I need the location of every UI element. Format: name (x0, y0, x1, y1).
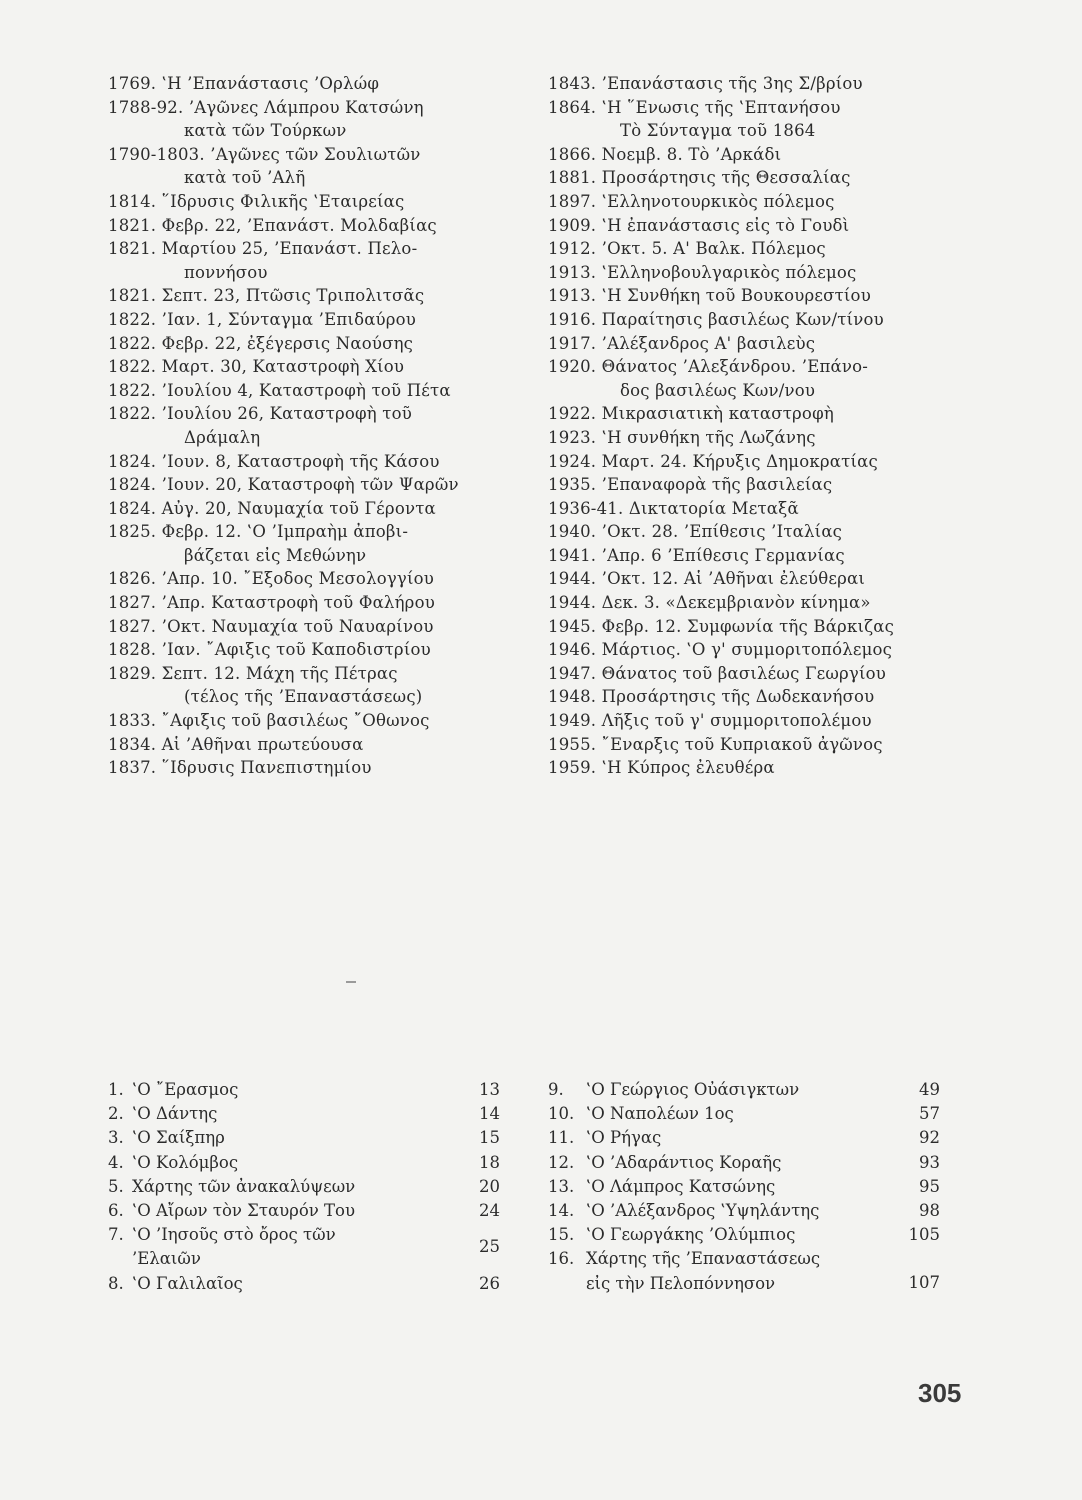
illustration-title (132, 1272, 243, 1296)
illustration-number: 9. (548, 1080, 564, 1099)
timeline-entry (548, 237, 958, 261)
timeline-entry (108, 733, 518, 757)
timeline-entry-continuation: κατὰ τοῦ ’Αλῆ (184, 168, 306, 188)
timeline-entry-text: 1935. ’Επαναφορὰ τῆς βασιλείας (548, 475, 833, 495)
timeline-entry (108, 190, 518, 214)
timeline-entry-text: 1920. Θάνατος ’Αλεξάνδρου. ’Επάνο- (548, 357, 869, 377)
illustration-title-line: ‛Ο Γεώργιος Οὐάσιγκτων (586, 1080, 800, 1099)
illustration-title (132, 1126, 225, 1150)
timeline-entry-text: 1866. Νοεμβ. 8. Τὸ ’Αρκάδι (548, 144, 782, 164)
timeline-entry (108, 638, 518, 662)
illustration-page: 107 (908, 1273, 940, 1293)
illustration-title (132, 1102, 217, 1126)
illustration-title (586, 1151, 781, 1175)
illustration-title-line: ‛Ο ’Αδαράντιος Κοραῆς (586, 1152, 782, 1172)
timeline-entry-text: 1945. Φεβρ. 12. Συμφωνία τῆς Βάρκιζας (548, 616, 895, 636)
timeline-entry-text: 1946. Μάρτιος. ‛Ο γ' συμμοριτοπόλεμος (548, 640, 893, 660)
timeline-entry-text: 1824. ’Ιουν. 8, Καταστροφὴ τῆς Κάσου (108, 451, 440, 471)
timeline-entry (548, 308, 958, 332)
timeline-entry-text: 1837. ῞Ιδρυσις Πανεπιστημίου (108, 758, 372, 778)
timeline-entry-continuation: ποννήσου (184, 262, 268, 282)
illustration-item (108, 1199, 500, 1223)
illustration-number: 6. (108, 1200, 124, 1220)
illustration-title (586, 1247, 820, 1295)
timeline-entry (548, 709, 958, 733)
timeline-entry-continuation: δος βασιλέως Κων/νου (620, 380, 816, 400)
timeline-entry-text: 1922. Μικρασιατικὴ καταστροφὴ (548, 404, 834, 424)
illustration-item (548, 1078, 940, 1102)
timeline-entry-continuation: Τὸ Σύνταγμα τοῦ 1864 (620, 121, 816, 141)
timeline-entry-text: 1829. Σεπτ. 12. Μάχη τῆς Πέτρας (108, 663, 398, 683)
timeline-entry-continuation: κατὰ τῶν Τούρκων (184, 121, 347, 141)
illustration-item (108, 1175, 500, 1199)
illustration-number: 1. (108, 1080, 124, 1099)
illustration-title-line: Χάρτης τῶν ἀνακαλύψεων (132, 1176, 356, 1196)
timeline-right-column (548, 72, 958, 780)
timeline-entry-text: 1833. ῎Αφιξις τοῦ βασιλέως ῎Οθωνος (108, 711, 430, 731)
illustration-number: 16. (548, 1249, 575, 1269)
illustration-title (132, 1199, 355, 1223)
timeline-entry-text: 1821. Σεπτ. 23, Πτῶσις Τριπολιτσᾶς (108, 286, 425, 306)
illustration-title-line: ’Ελαιῶν (132, 1249, 201, 1269)
timeline-entry-text: 1827. ’Απρ. Καταστροφὴ τοῦ Φαλήρου (108, 593, 435, 613)
timeline-entry (548, 402, 958, 426)
timeline-entry (108, 591, 518, 615)
timeline-entry (548, 143, 958, 167)
timeline-entry-text: 1909. ‛Η ἐπανάστασις εἰς τὸ Γουδὶ (548, 215, 850, 235)
illustration-number: 15. (548, 1225, 575, 1245)
timeline-entry (548, 190, 958, 214)
illustration-page: 20 (479, 1176, 500, 1196)
timeline-entry (108, 72, 518, 96)
timeline-entry-text: 1959. ‛Η Κύπρος ἐλευθέρα (548, 758, 775, 778)
timeline-entry (108, 402, 518, 449)
timeline-entry (548, 214, 958, 238)
timeline-entry-text: 1824. ’Ιουν. 20, Καταστροφὴ τῶν Ψαρῶν (108, 475, 459, 495)
timeline-entry-text: 1822. ’Ιουλίου 26, Καταστροφὴ τοῦ (108, 404, 412, 424)
timeline-entry (548, 166, 958, 190)
illustrations-list-left (108, 1078, 500, 1296)
illustration-title-line: ‛Ο ’Αλέξανδρος ‛Υψηλάντης (586, 1200, 820, 1220)
illustration-item (548, 1151, 940, 1175)
timeline-entry-text: 1822. Φεβρ. 22, ἐξέγερσις Ναούσης (108, 333, 414, 353)
timeline-entry (548, 733, 958, 757)
timeline-entry (108, 143, 518, 190)
timeline-entry (548, 261, 958, 285)
timeline-entry (108, 615, 518, 639)
illustration-page: 18 (479, 1152, 500, 1172)
illustration-page: 105 (908, 1225, 940, 1245)
illustration-page: 25 (479, 1237, 500, 1257)
timeline-entry-text: 1912. ’Οκτ. 5. Α' Βαλκ. Πόλεμος (548, 239, 826, 259)
timeline-entry (108, 355, 518, 379)
timeline-entry-text: 1822. Μαρτ. 30, Καταστροφὴ Χίου (108, 357, 405, 377)
timeline-entry-text: 1769. ‛Η ’Επανάστασις ’Ορλώφ (108, 74, 380, 93)
illustration-number: 14. (548, 1200, 575, 1220)
illustration-title-line: ‛Ο ῎Ερασμος (132, 1080, 239, 1099)
page-number: 305 (918, 1378, 962, 1408)
timeline-entry-text: 1822. ’Ιουλίου 4, Καταστροφὴ τοῦ Πέτα (108, 380, 451, 400)
timeline-entry (548, 497, 958, 521)
illustration-item (548, 1247, 940, 1295)
illustration-item (548, 1175, 940, 1199)
timeline-entry-continuation: (τέλος τῆς ’Επαναστάσεως) (184, 687, 423, 707)
illustration-title (132, 1078, 238, 1102)
timeline-entry (548, 544, 958, 568)
timeline-entry-continuation: Δράμαλη (184, 427, 261, 447)
illustration-number: 11. (548, 1128, 575, 1148)
timeline-entry-text: 1916. Παραίτησις βασιλέως Κων/τίνου (548, 309, 884, 329)
illustration-title-line: ‛Ο Κολόμβος (132, 1152, 239, 1172)
illustration-title-line: ‛Ο Αἴρων τὸν Σταυρόν Του (132, 1200, 356, 1220)
timeline-entry (108, 308, 518, 332)
illustration-title (132, 1151, 238, 1175)
illustration-title-line: Χάρτης τῆς ’Επαναστάσεως (586, 1249, 821, 1269)
timeline-entry (108, 520, 518, 567)
illustration-title (586, 1126, 661, 1150)
timeline-entry-text: 1944. ’Οκτ. 12. Αἱ ’Αθῆναι ἐλεύθεραι (548, 569, 866, 589)
timeline-entry (548, 284, 958, 308)
illustration-number: 5. (108, 1176, 124, 1196)
timeline-left-column (108, 72, 518, 780)
timeline-entry (108, 214, 518, 238)
timeline-entry-text: 1843. ’Επανάστασις τῆς 3ης Σ/βρίου (548, 74, 863, 93)
timeline-entry-text: 1936-41. Δικτατορία Μεταξᾶ (548, 498, 799, 518)
illustration-item (548, 1102, 940, 1126)
illustration-number: 12. (548, 1152, 575, 1172)
timeline-entry-text: 1821. Μαρτίου 25, ’Επανάστ. Πελο- (108, 239, 418, 259)
timeline-entry (548, 685, 958, 709)
timeline-entry (108, 379, 518, 403)
timeline-entry-text: 1827. ’Οκτ. Ναυμαχία τοῦ Ναυαρίνου (108, 616, 434, 636)
timeline-entry (548, 615, 958, 639)
timeline-entry (548, 450, 958, 474)
illustration-item (108, 1102, 500, 1126)
timeline-entry (108, 497, 518, 521)
timeline-entry-text: 1790-1803. ’Αγῶνες τῶν Σουλιωτῶν (108, 144, 421, 164)
timeline-entry-text: 1955. ῎Εναρξις τοῦ Κυπριακοῦ ἀγῶνος (548, 734, 883, 754)
timeline-entry (108, 709, 518, 733)
illustration-page: 26 (479, 1273, 500, 1293)
timeline-entry (548, 662, 958, 686)
illustration-title (586, 1175, 775, 1199)
timeline-entry (548, 426, 958, 450)
illustration-page: 57 (919, 1104, 940, 1124)
timeline-entry-text: 1834. Αἱ ’Αθῆναι πρωτεύουσα (108, 734, 364, 754)
illustration-title-line: ‛Ο Λάμπρος Κατσώνης (586, 1176, 776, 1196)
illustrations-list-right (548, 1078, 940, 1296)
illustration-number: 4. (108, 1152, 124, 1172)
section-divider (346, 981, 356, 983)
timeline-entry (108, 96, 518, 143)
timeline-entry-text: 1913. ‛Η Συνθήκη τοῦ Βουκουρεστίου (548, 286, 871, 306)
timeline-entry-text: 1825. Φεβρ. 12. ‛Ο ’Ιμπραὴμ ἀποβι- (108, 522, 409, 542)
illustration-title (586, 1199, 819, 1223)
timeline-entry (108, 473, 518, 497)
timeline-entry (548, 756, 958, 780)
illustration-title-line: ‛Ο Δάντης (132, 1104, 218, 1124)
illustration-page: 98 (919, 1200, 940, 1220)
illustration-title (132, 1175, 355, 1199)
illustration-number: 2. (108, 1104, 124, 1124)
timeline-entry (548, 591, 958, 615)
timeline-entry-text: 1897. ‛Ελληνοτουρκικὸς πόλεμος (548, 191, 835, 211)
illustration-page: 49 (919, 1080, 940, 1099)
timeline-entry (108, 332, 518, 356)
illustration-title-line: ‛Ο Ναπολέων 1ος (586, 1104, 734, 1124)
timeline-entry (108, 450, 518, 474)
timeline-entry (548, 520, 958, 544)
illustration-title (586, 1223, 795, 1247)
timeline-entry-text: 1821. Φεβρ. 22, ’Επανάστ. Μολδαβίας (108, 215, 437, 235)
timeline-entry-text: 1941. ’Απρ. 6 ’Επίθεσις Γερμανίας (548, 545, 845, 565)
timeline-entry-text: 1948. Προσάρτησις τῆς Δωδεκανήσου (548, 687, 875, 707)
illustration-page: 92 (919, 1128, 940, 1148)
illustration-item (548, 1223, 940, 1247)
illustration-page: 15 (479, 1128, 500, 1148)
timeline-entry-text: 1828. ’Ιαν. ῎Αφιξις τοῦ Καποδιστρίου (108, 640, 431, 660)
timeline-entry-text: 1913. ‛Ελληνοβουλγαρικὸς πόλεμος (548, 262, 857, 282)
timeline-entry-text: 1814. ῞Ιδρυσις Φιλικῆς ‛Εταιρείας (108, 191, 405, 211)
timeline-entry-text: 1924. Μαρτ. 24. Κήρυξις Δημοκρατίας (548, 451, 878, 471)
illustration-page: 14 (479, 1104, 500, 1124)
timeline-entry (108, 662, 518, 709)
timeline-entry (548, 638, 958, 662)
illustration-item (108, 1126, 500, 1150)
timeline-entry-text: 1881. Προσάρτησις τῆς Θεσσαλίας (548, 168, 851, 188)
timeline-entry (108, 284, 518, 308)
illustration-title-line: ‛Ο Γαλιλαῖος (132, 1273, 243, 1293)
illustration-number: 8. (108, 1273, 124, 1293)
timeline-entry-continuation: βάζεται εἰς Μεθώνην (184, 545, 367, 565)
timeline-entry-text: 1940. ’Οκτ. 28. ’Επίθεσις ’Ιταλίας (548, 522, 843, 542)
timeline-entry-text: 1923. ‛Η συνθήκη τῆς Λωζάνης (548, 427, 816, 447)
illustration-item (548, 1199, 940, 1223)
illustration-page: 24 (479, 1200, 500, 1220)
illustration-title-line: εἰς τὴν Πελοπόννησον (586, 1273, 776, 1293)
timeline-entry (108, 567, 518, 591)
timeline-entry (548, 567, 958, 591)
timeline-entry (548, 72, 958, 96)
timeline-entry-text: 1788-92. ’Αγῶνες Λάμπρου Κατσώνη (108, 97, 424, 117)
illustration-title (132, 1223, 336, 1271)
illustration-number: 10. (548, 1104, 575, 1124)
timeline-entry (548, 332, 958, 356)
illustration-number: 3. (108, 1128, 124, 1148)
illustration-page: 95 (919, 1176, 940, 1196)
timeline-entry-text: 1947. Θάνατος τοῦ βασιλέως Γεωργίου (548, 663, 887, 683)
illustration-item (108, 1151, 500, 1175)
illustration-title-line: ‛Ο ’Ιησοῦς στὸ ὄρος τῶν (132, 1225, 336, 1245)
timeline-entry (548, 96, 958, 143)
illustration-number: 7. (108, 1225, 124, 1245)
timeline-entry (108, 237, 518, 284)
illustration-title-line: ‛Ο Σαίξπηρ (132, 1128, 225, 1148)
timeline-entry-text: 1944. Δεκ. 3. «Δεκεμβριανὸν κίνημα» (548, 593, 871, 613)
illustration-item (108, 1223, 500, 1271)
timeline-entry (548, 355, 958, 402)
illustration-title (586, 1078, 799, 1102)
illustration-page: 93 (919, 1152, 940, 1172)
illustration-item (548, 1126, 940, 1150)
timeline-entry-text: 1949. Λῆξις τοῦ γ' συμμοριτοπολέμου (548, 711, 872, 731)
illustration-item (108, 1078, 500, 1102)
illustration-title-line: ‛Ο Ρήγας (586, 1128, 662, 1148)
timeline-entry-text: 1824. Αὐγ. 20, Ναυμαχία τοῦ Γέροντα (108, 498, 436, 518)
illustration-page: 13 (479, 1080, 500, 1099)
timeline-entry-text: 1826. ’Απρ. 10. ῎Εξοδος Μεσολογγίου (108, 569, 435, 589)
illustration-number: 13. (548, 1176, 575, 1196)
timeline-entry-text: 1822. ’Ιαν. 1, Σύνταγμα ’Επιδαύρου (108, 309, 417, 329)
timeline-entry (108, 756, 518, 780)
illustration-title-line: ‛Ο Γεωργάκης ’Ολύμπιος (586, 1225, 796, 1245)
illustration-title (586, 1102, 734, 1126)
timeline-entry-text: 1917. ’Αλέξανδρος Α' βασιλεὺς (548, 333, 816, 353)
timeline-entry-text: 1864. ‛Η ῞Ενωσις τῆς ‛Επτανήσου (548, 97, 841, 117)
timeline-entry (548, 473, 958, 497)
illustration-item (108, 1272, 500, 1296)
